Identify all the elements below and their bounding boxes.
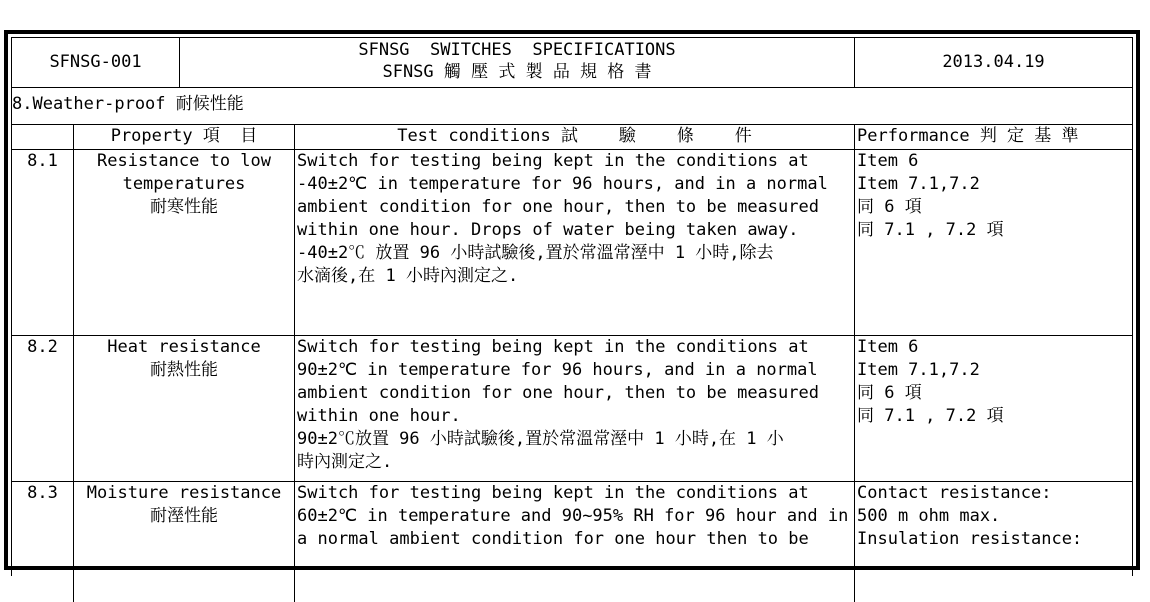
property-line: 耐熱性能 bbox=[150, 360, 218, 380]
header-row bbox=[12, 38, 1132, 88]
col-performance: Performance 判 定 基 準 bbox=[857, 126, 1079, 146]
performance-line: Item 7.1,7.2 bbox=[857, 174, 980, 194]
doc-code: SFNSG-001 bbox=[12, 38, 180, 87]
row-number: 8.3 bbox=[12, 482, 74, 602]
spec-table bbox=[11, 37, 1133, 576]
col-no bbox=[12, 125, 74, 149]
col-conditions: Test conditions 試 驗 條 件 bbox=[295, 125, 855, 149]
title-zh: SFNSG 觸 壓 式 製 品 規 格 書 bbox=[382, 62, 652, 82]
row-property bbox=[74, 336, 295, 481]
condition-line: within one hour. bbox=[297, 406, 461, 426]
condition-line: -40±2℃ 放置 96 小時試驗後,置於常溫常溼中 1 小時,除去 bbox=[297, 243, 774, 263]
section-title: 8.Weather-proof 耐候性能 bbox=[12, 94, 244, 114]
row-conditions bbox=[295, 336, 855, 481]
row-property bbox=[74, 150, 295, 335]
title-en: SFNSG SWITCHES SPECIFICATIONS bbox=[358, 40, 676, 60]
performance-line: 同 6 項 bbox=[857, 197, 922, 217]
row-property bbox=[74, 482, 295, 602]
performance-line: Insulation resistance: bbox=[857, 529, 1083, 549]
condition-line: within one hour. Drops of water being taken away. bbox=[297, 220, 799, 240]
row-performance bbox=[855, 482, 1132, 602]
performance-line: 同 7.1 , 7.2 項 bbox=[857, 406, 1004, 426]
performance-line: 同 6 項 bbox=[857, 383, 922, 403]
performance-line: Item 7.1,7.2 bbox=[857, 360, 980, 380]
row-performance bbox=[855, 150, 1132, 335]
table-row bbox=[12, 336, 1132, 482]
condition-line: -40±2℃ in temperature for 96 hours, and in a normal bbox=[297, 174, 828, 194]
condition-line: Switch for testing being kept in the conditions at bbox=[297, 483, 809, 503]
condition-line: ambient condition for one hour, then to be measured bbox=[297, 197, 819, 217]
condition-line: a normal ambient condition for one hour then to be bbox=[297, 529, 809, 549]
doc-title bbox=[180, 38, 855, 87]
property-line: temperatures bbox=[122, 174, 246, 194]
condition-line: 時內測定之. bbox=[297, 452, 393, 472]
property-line: 耐寒性能 bbox=[150, 197, 218, 217]
condition-line: Switch for testing being kept in the conditions at bbox=[297, 337, 809, 357]
spec-sheet-frame bbox=[4, 30, 1140, 570]
section-row bbox=[12, 88, 1132, 125]
row-performance bbox=[855, 336, 1132, 481]
table-row bbox=[12, 482, 1132, 602]
property-line: Heat resistance bbox=[107, 337, 261, 357]
condition-line: 90±2℃ in temperature for 96 hours, and in a normal bbox=[297, 360, 818, 380]
condition-line: 60±2℃ in temperature and 90~95% RH for 96 hour and in bbox=[297, 506, 849, 526]
condition-line: 90±2℃放置 96 小時試驗後,置於常溫常溼中 1 小時,在 1 小 bbox=[297, 429, 784, 449]
property-line: Moisture resistance bbox=[86, 483, 282, 503]
col-property: Property 項 目 bbox=[74, 125, 295, 149]
performance-line: 同 7.1 , 7.2 項 bbox=[857, 220, 1004, 240]
performance-line: Item 6 bbox=[857, 151, 919, 171]
doc-date: 2013.04.19 bbox=[942, 52, 1045, 72]
property-line: Resistance to low bbox=[97, 151, 271, 171]
column-header-row bbox=[12, 125, 1132, 150]
performance-line: Contact resistance: bbox=[857, 483, 1052, 503]
row-number: 8.2 bbox=[12, 336, 74, 481]
condition-line: 水滴後,在 1 小時內測定之. bbox=[297, 266, 519, 286]
condition-line: ambient condition for one hour, then to be measured bbox=[297, 383, 819, 403]
table-row bbox=[12, 150, 1132, 336]
row-number: 8.1 bbox=[12, 150, 74, 335]
row-conditions bbox=[295, 482, 855, 602]
performance-line: 500 m ohm max. bbox=[857, 506, 1001, 526]
row-conditions bbox=[295, 150, 855, 335]
performance-line: Item 6 bbox=[857, 337, 919, 357]
property-line: 耐溼性能 bbox=[150, 506, 218, 526]
condition-line: Switch for testing being kept in the conditions at bbox=[297, 151, 809, 171]
